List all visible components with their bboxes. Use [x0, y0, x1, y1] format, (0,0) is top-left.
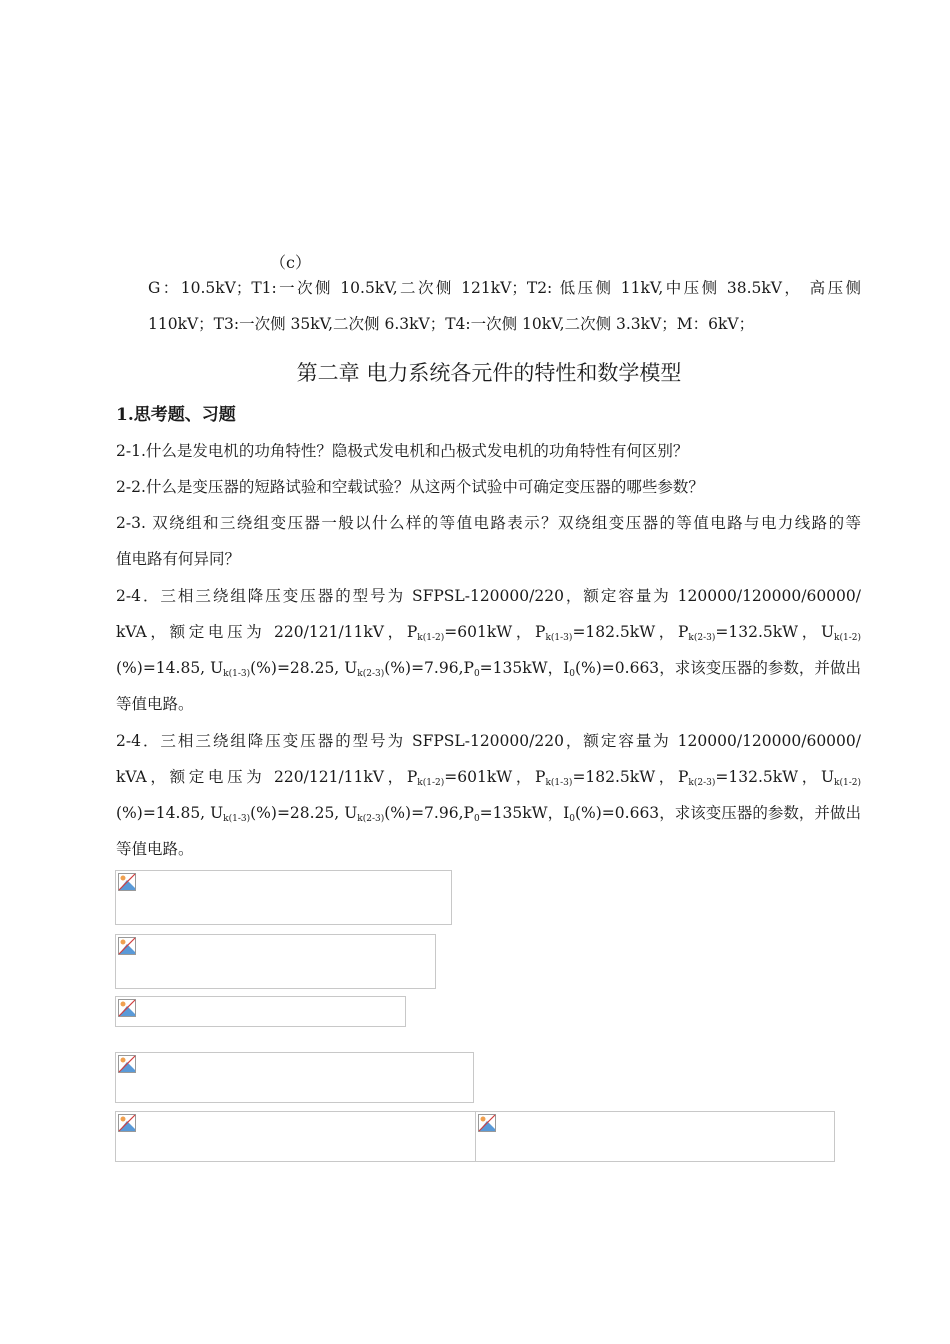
figure-caption: （c）	[270, 253, 311, 272]
question-2-4-line-3: (%)=14.85, $U_{k(1-3)}(\%)=28.25$, $U_{k(2-3)}(\%)=7.96,P_0=135kW$，$I_0(\%)=0.663$，求该变压器的参数，并做出	[116, 659, 861, 679]
question-2-1: 2-1.什么是发电机的功角特性？隐极式发电机和凸极式发电机的功角特性有何区别？	[116, 442, 689, 460]
section-title: 1.思考题、习题	[116, 405, 236, 425]
chapter-title: 第二章 电力系统各元件的特性和数学模型	[296, 361, 682, 385]
question-2-2: 2-2.什么是变压器的短路试验和空载试验？从这两个试验中可确定变压器的哪些参数？	[116, 478, 704, 496]
question-2-4-repeat-line-3: (%)=14.85, $U_{k(1-3)}(\%)=28.25$, $U_{k(2-3)}(\%)=7.96,P_0=135kW$，$I_0(\%)=0.663$，求该变压器的参数，并做出	[116, 804, 861, 824]
question-2-4-repeat-line-4: 等值电路。	[116, 840, 194, 858]
broken-image-icon	[118, 937, 136, 955]
broken-image-6	[475, 1111, 835, 1162]
broken-image-icon	[118, 1055, 136, 1073]
broken-image-icon	[118, 873, 136, 891]
voltage-spec-line-1: G：10.5kV；T1:一次侧 10.5kV,二次侧 121kV；T2: 低压侧 11kV,中压侧 38.5kV， 高压侧	[148, 279, 861, 297]
broken-image-1	[115, 870, 452, 925]
broken-image-4	[115, 1052, 474, 1103]
broken-image-icon	[118, 1114, 136, 1132]
broken-image-5	[115, 1111, 476, 1162]
broken-image-icon	[478, 1114, 496, 1132]
question-2-4-repeat-line-1: 2-4．三相三绕组降压变压器的型号为 SFPSL-120000/220，额定容量为 120000/120000/60000/	[116, 732, 861, 750]
question-2-3-line-2: 值电路有何异同？	[116, 550, 241, 568]
broken-image-2	[115, 934, 436, 989]
voltage-spec-line-2: 110kV；T3:一次侧 35kV,二次侧 6.3kV；T4:一次侧 10kV,二次侧 3.3kV；M：6kV；	[148, 315, 755, 333]
question-2-4-line-2: kVA，额定电压为 220/121/11kV，$P_{k(1-2)}=601kW$，$P_{k(1-3)}=182.5kW$，$P_{k(2-3)}=132.5kW$，$U_{k(1-2)}$	[116, 623, 862, 643]
broken-image-icon	[118, 999, 136, 1017]
question-2-3-line-1: 2-3. 双绕组和三绕组变压器一般以什么样的等值电路表示？双绕组变压器的等值电路与电力线路的等	[116, 514, 861, 532]
question-2-4-line-1: 2-4．三相三绕组降压变压器的型号为 SFPSL-120000/220，额定容量为 120000/120000/60000/	[116, 587, 861, 605]
question-2-4-line-4: 等值电路。	[116, 695, 194, 713]
broken-image-3	[115, 996, 406, 1027]
question-2-4-repeat-line-2: kVA，额定电压为 220/121/11kV，$P_{k(1-2)}=601kW$，$P_{k(1-3)}=182.5kW$，$P_{k(2-3)}=132.5kW$，$U_{k(1-2)}$	[116, 768, 862, 788]
